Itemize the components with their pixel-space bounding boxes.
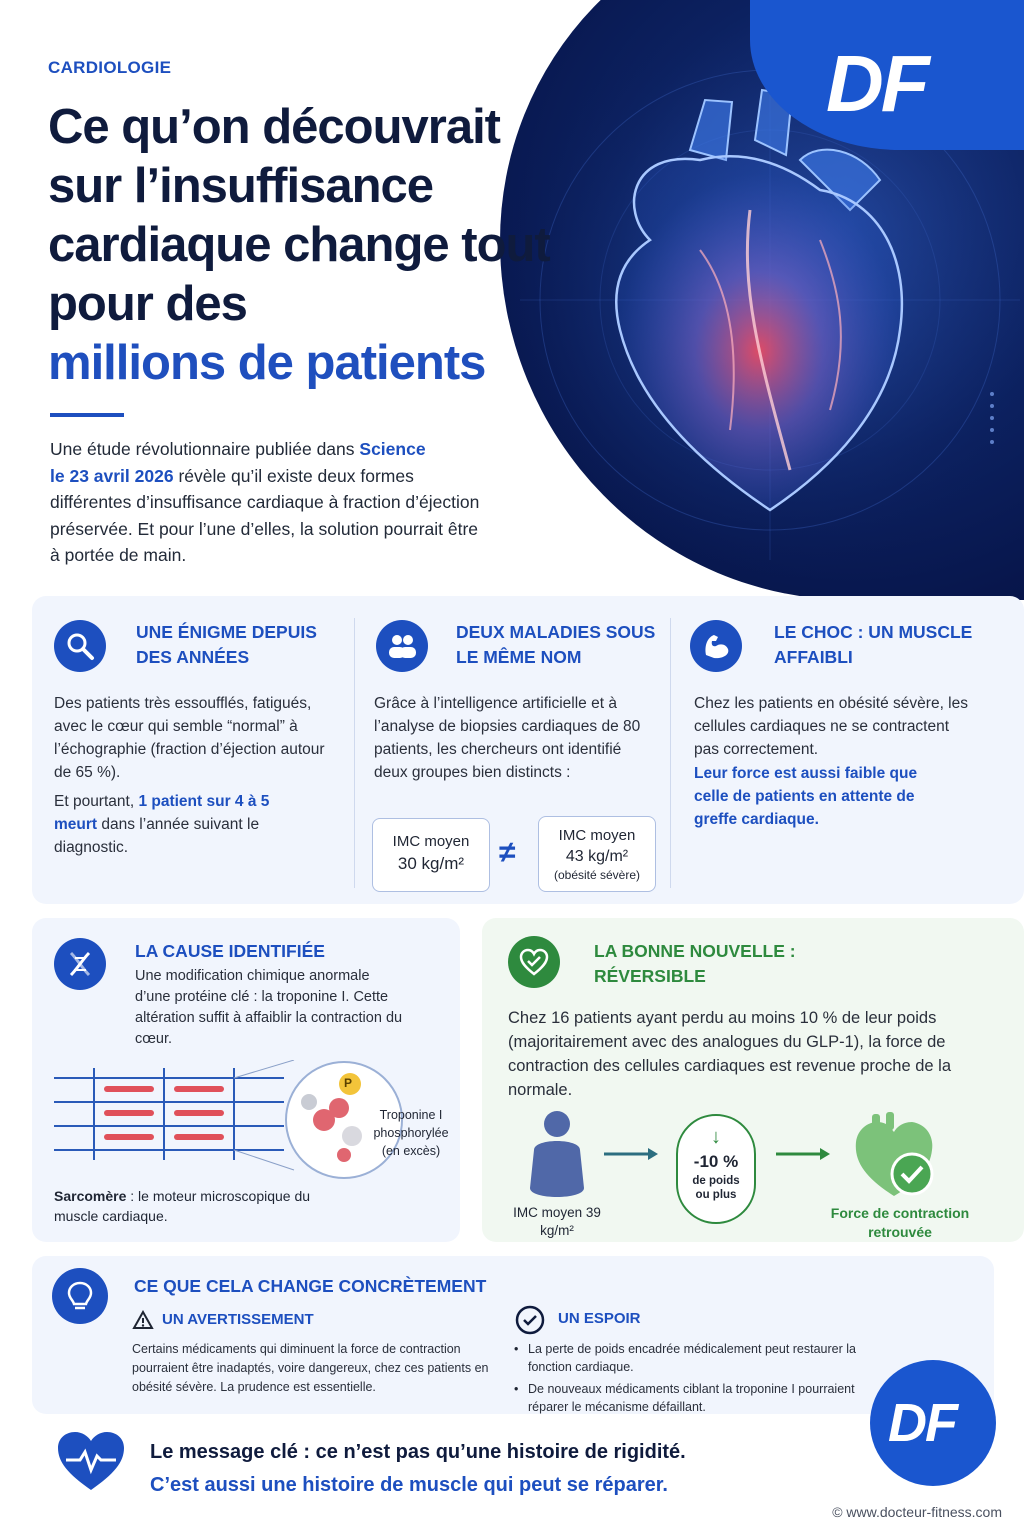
imc-note: (obésité sévère) [553, 868, 641, 882]
weight-loss-badge [676, 1114, 756, 1224]
card-title-cause: LA CAUSE IDENTIFIÉE [135, 941, 325, 961]
muscle-icon [690, 620, 742, 672]
card-text-cause: Une modification chimique anormale d’une protéine clé : la troponine I. Cette altération suffit à affaiblir la contraction du cœur. [135, 968, 403, 1047]
troponin-label: Troponine I phosphorylée (en excès) [373, 1108, 449, 1158]
copyright: © www.docteur-fitness.com [832, 1504, 1002, 1520]
imc-label: IMC moyen [392, 833, 470, 850]
key-message-line1: Le message clé : ce n’est pas qu’une histoire de rigidité. [150, 1441, 686, 1463]
sarcomere-caption [54, 1186, 344, 1226]
warning-text: Certains médicaments qui diminuent la force de contraction pourraient être inadaptés, voire dangereux, chez ces patients en obésité sévère. La prudence est essentielle. [132, 1342, 489, 1394]
intro-text-a: Une étude révolutionnaire publiée dans [50, 439, 360, 459]
hope-item: • De nouveaux médicaments ciblant la troponine I pourraient réparer le mécanisme défaillant. [514, 1380, 874, 1416]
page-title [48, 98, 568, 393]
card-text-shock-bold: Leur force est aussi faible que celle de patients en attente de greffe cardiaque. [694, 765, 918, 828]
imc-box-group1 [372, 818, 490, 892]
title-divider [50, 413, 124, 417]
intro-paragraph [50, 436, 480, 569]
result-caption: Force de contraction retrouvée [830, 1205, 970, 1240]
check-circle-icon [514, 1304, 546, 1336]
users-icon [376, 620, 428, 672]
phosphate-label: P [344, 1076, 353, 1090]
card-text-good-news: Chez 16 patients ayant perdu au moins 10 % de leur poids (majoritairement avec des analogues du GLP-1), la force de contraction des cellules cardiaques est revenue proche de la normale. [508, 1009, 952, 1099]
weight-loss-value: -10 % [693, 1152, 739, 1171]
category-label: CARDIOLOGIE [48, 58, 172, 77]
brand-logo: DF [826, 39, 927, 128]
enigma-text-a: Et pourtant, [54, 793, 139, 810]
enigma-stat: 1 patient sur 4 à 5 meurt [54, 793, 270, 833]
right-arrow-icon [776, 1146, 832, 1162]
right-arrow-icon [604, 1146, 660, 1162]
sarcomere-definition: : le moteur microscopique du muscle cardiaque. [54, 1188, 311, 1224]
intro-date: le 23 avril 2026 [50, 465, 174, 486]
card-text-enigma-2 [54, 790, 314, 859]
imc-value-1: 30 kg/m² [397, 854, 465, 873]
decorative-dots [990, 392, 994, 452]
card-text-two-diseases: Grâce à l’intelligence artificielle et à l’analyse de biopsies cardiaques de 80 patients, les chercheurs ont identifié deux groupes bien distincts : [374, 695, 641, 781]
not-equal-sign: ≠ [499, 836, 516, 869]
person-silhouette-icon [522, 1108, 592, 1204]
heart-icon [508, 936, 560, 988]
column-divider [354, 618, 355, 888]
title-highlight: millions de patients [48, 336, 486, 390]
imc-value-2: 43 kg/m² [565, 848, 629, 865]
card-title-two-diseases: DEUX MALADIES SOUS LE MÊME NOM [456, 622, 656, 667]
card-title-good-news: LA BONNE NOUVELLE : RÉVERSIBLE [594, 941, 796, 986]
key-message-line2: C’est aussi une histoire de muscle qui peut se réparer. [150, 1474, 668, 1496]
dna-icon [54, 938, 106, 990]
hope-title: UN ESPOIR [558, 1310, 641, 1327]
hope-list [514, 1340, 874, 1420]
heartbeat-icon [56, 1430, 126, 1494]
healthy-heart-icon [846, 1108, 942, 1204]
card-text-shock: Chez les patients en obésité sévère, les cellules cardiaques ne se contractent pas correctement. [694, 695, 968, 758]
weight-loss-caption: de poids ou plus [692, 1175, 740, 1201]
column-divider [670, 618, 671, 888]
hope-item: • La perte de poids encadrée médicalement peut restaurer la fonction cardiaque. [514, 1340, 874, 1376]
imc-box-group2 [538, 816, 656, 892]
person-imc-caption: IMC moyen 39 kg/m² [513, 1205, 601, 1238]
lightbulb-icon [52, 1268, 108, 1324]
card-title-enigma: UNE ÉNIGME DEPUIS DES ANNÉES [136, 622, 317, 667]
intro-source: Science [359, 439, 426, 459]
card-title-shock: LE CHOC : UN MUSCLE AFFAIBLI [774, 622, 973, 667]
brand-logo-bottom: DF [888, 1393, 956, 1453]
search-icon [54, 620, 106, 672]
enigma-text-c: dans l’année suivant le diagnostic. [54, 816, 260, 856]
card-title-change: CE QUE CELA CHANGE CONCRÈTEMENT [134, 1276, 487, 1296]
intro-text-b: révèle qu’il existe deux formes différentes d’insuffisance cardiaque à fraction d’éjection préservée. Et pour l’une d’elles, la solution pourrait être à portée de main. [50, 465, 480, 565]
warning-title: UN AVERTISSEMENT [162, 1311, 314, 1328]
down-arrow-icon: ↓ [711, 1126, 721, 1148]
title-main: Ce qu’on découvrait sur l’insuffisance cardiaque change tout pour des [48, 100, 550, 331]
sarcomere-term: Sarcomère [54, 1188, 127, 1204]
warning-icon [132, 1310, 154, 1330]
key-message [150, 1436, 686, 1502]
imc-label: IMC moyen [558, 827, 636, 844]
card-text-enigma: Des patients très essoufflés, fatigués, avec le cœur qui semble “normal” à l’échographie (fraction d’éjection autour de 65 %). [54, 695, 325, 781]
